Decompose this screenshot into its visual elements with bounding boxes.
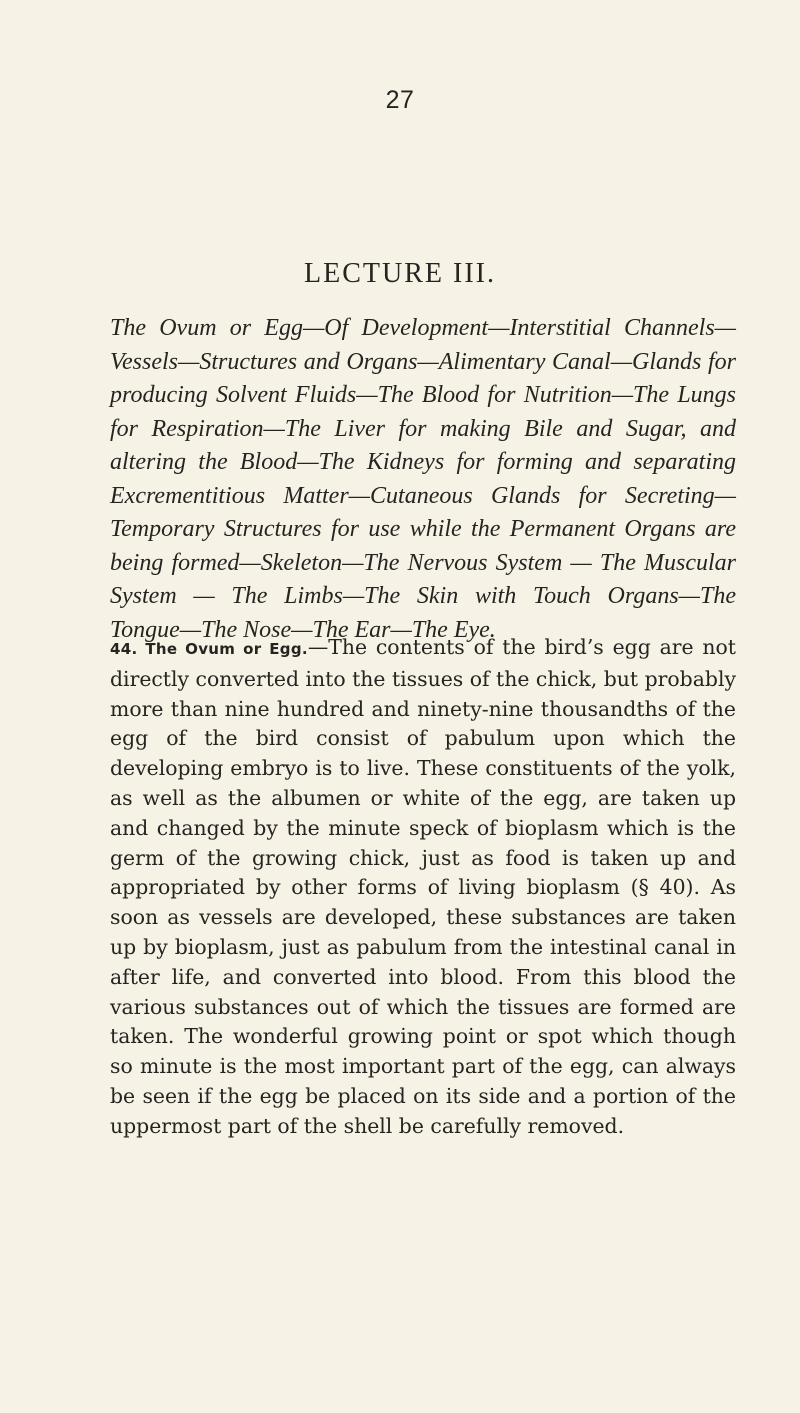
lecture-summary: The Ovum or Egg—Of Development—Interstitial Channels—Vessels—Structures and Organs—Alimentary Canal—Glands for producing Solvent Fluids—The Blood for Nutrition—The Lungs for Respiration—The Liver for making Bile and Sugar, and altering the Blood—The Kidneys for forming and separating Excrementitious Matter—Cutaneous Glands for Secreting—Temporary Structures for use while the Permanent Organs are being formed—Skeleton—The Nervous System — The Muscular System — The Limbs—The Skin with Touch Organs—The Tongue—The Nose—The Ear—The Eye. [110,315,736,643]
lecture-title: LECTURE III. [304,258,496,289]
section-body: —The contents of the bird’s egg are not directly converted into the tissues of the chick, but probably more than nine hundred and ninety-nine thousandths of the egg of the bird consist of pabulum upon which the developing embryo is to live. These constituents of the yolk, as well as the albumen or white of the egg, are taken up and changed by the minute speck of bioplasm which is the germ of the growing chick, just as food is taken up and appropriated by other forms of living bioplasm (§ 40). As soon as vessels are developed, these substances are taken up by bioplasm, just as pabulum from the intestinal canal in after life, and converted into blood. From this blood the various substances out of which the tissues are formed are taken. The wonderful growing point or spot which though so minute is the most important part of the egg, can always be seen if the egg be placed on its side and a portion of the uppermost part of the shell be carefully removed. [110,635,736,1138]
section-heading: 44. The Ovum or Egg. [110,640,308,658]
page-number: 27 [385,86,415,114]
section-paragraph [110,633,736,1142]
